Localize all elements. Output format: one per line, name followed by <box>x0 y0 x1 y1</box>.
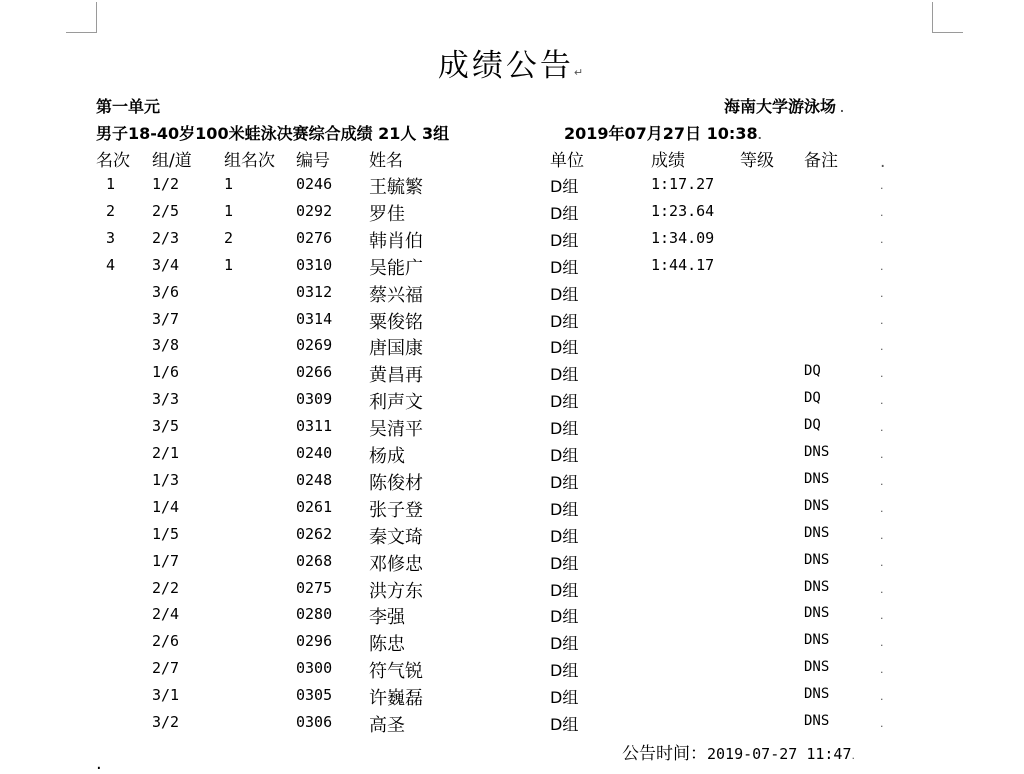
unit-cell: D组 <box>550 499 579 519</box>
note-cell: DNS <box>804 659 830 676</box>
id-cell: 0312 <box>296 282 333 301</box>
name-cell: 利声文 <box>369 392 423 414</box>
unit-cell: D组 <box>550 338 579 358</box>
unit-cell: D组 <box>550 284 579 304</box>
paragraph-mark: . <box>880 394 884 408</box>
id-cell: 0261 <box>296 497 333 516</box>
id-cell: 0275 <box>296 578 333 597</box>
lane-cell: 3/5 <box>152 417 180 436</box>
note-cell: DNS <box>804 470 830 487</box>
note-cell: DNS <box>804 632 830 649</box>
table-row <box>0 283 1024 310</box>
event-time: 10:38 <box>706 124 758 143</box>
note-cell: DNS <box>804 578 830 595</box>
note-cell: DNS <box>804 605 830 622</box>
id-cell: 0296 <box>296 632 333 651</box>
group-rank-cell: 1 <box>224 255 234 274</box>
unit-cell: D组 <box>550 177 579 196</box>
note-cell: DQ <box>804 390 821 407</box>
lane-cell: 1/4 <box>152 497 180 516</box>
lane-cell: 3/4 <box>152 255 180 274</box>
group-count: 3组 <box>422 124 450 143</box>
id-cell: 0248 <box>296 470 333 489</box>
name-cell: 黄昌再 <box>369 365 423 387</box>
unit-cell: D组 <box>550 580 579 600</box>
note-cell: DNS <box>804 551 830 568</box>
table-row <box>0 363 1024 390</box>
table-row <box>0 713 1024 740</box>
col-level: 等级 <box>740 151 774 171</box>
lane-cell: 3/2 <box>152 713 180 731</box>
note-cell: DNS <box>804 713 830 729</box>
result-cell: 1:34.09 <box>651 228 715 247</box>
table-row <box>0 229 1024 256</box>
col-result: 成绩 <box>651 151 685 171</box>
name-cell: 许巍磊 <box>369 688 423 710</box>
lane-cell: 2/6 <box>152 632 180 651</box>
table-row <box>0 632 1024 659</box>
table-row <box>0 310 1024 337</box>
paragraph-mark: . <box>880 663 884 677</box>
unit-cell: D组 <box>550 311 579 331</box>
lane-cell: 1/7 <box>152 551 180 570</box>
name-cell: 吴清平 <box>369 419 423 441</box>
lane-cell: 2/3 <box>152 228 180 247</box>
name-cell: 符气锐 <box>369 661 423 683</box>
name-cell: 韩肖伯 <box>369 230 423 252</box>
unit-cell: D组 <box>550 688 579 708</box>
announcement-time-value: 2019-07-27 11:47 <box>707 745 852 763</box>
paragraph-mark: . <box>880 340 884 354</box>
unit-cell: D组 <box>550 446 579 465</box>
paragraph-mark: . <box>880 448 884 461</box>
id-cell: 0269 <box>296 336 333 355</box>
unit-cell: D组 <box>550 607 579 627</box>
table-row <box>0 659 1024 686</box>
unit-cell: D组 <box>550 472 579 492</box>
id-cell: 0292 <box>296 201 333 220</box>
name-cell: 罗佳 <box>369 203 405 225</box>
id-cell: 0314 <box>296 309 333 328</box>
id-cell: 0268 <box>296 551 333 570</box>
result-cell: 1:23.64 <box>651 201 715 220</box>
paragraph-mark: . <box>880 555 884 569</box>
document-page[interactable]: 成绩公告↵ 第一单元 海南大学游泳场 . 男子18-40岁100米蛙泳决赛综合成绩 21人 3组 2019年07月27日 10:38. 名次 组/道 组名次 编号 姓名 单位 成绩 等级 备注 . 1 1/2 1 0246 王毓繁 D组 1:17.27 . 2 2/5 1 0292 罗佳 D组 1:23.64 . 3 2/3 2 0276 韩肖伯 D组 1:34.09 . 4 3/4 1 0310 吴能广 D组 1:44.17 . 3/6 0312 蔡兴福 D组 . 3/7 0314 粟俊铭 D组 . 3/8 0269 唐国康 D组 . 1/6 0266 黄昌再 D组 DQ . 3/3 0309 利声文 D组 DQ . 3/5 0311 吴清平 D组 DQ . 2/1 0240 杨成 D组 DNS . 1/3 0248 陈俊材 D组 DNS . 1/4 0261 张子登 D组 DNS . 1/5 0262 秦文琦 D组 DNS . 1/7 0268 邓修忠 D组 DNS . 2/2 0275 洪方东 D组 DNS . 2/4 0280 李强 D组 DNS . 2/6 0296 陈忠 D组 DNS . 2/7 0300 符气锐 D组 DNS . 3/1 0305 许巍磊 D组 DNS . 3/2 0306 高圣 D组 DNS . 公告时间：2019-07-27 11:47. . <box>0 0 1024 767</box>
paragraph-mark: . <box>880 690 884 704</box>
table-row <box>0 417 1024 444</box>
lane-cell: 1/2 <box>152 175 180 193</box>
lane-cell: 2/5 <box>152 201 180 220</box>
lane-cell: 3/8 <box>152 336 180 355</box>
rank-cell: 3 <box>106 228 116 247</box>
lane-cell: 3/6 <box>152 282 180 301</box>
paragraph-mark: . <box>880 609 884 623</box>
note-cell: DNS <box>804 497 830 514</box>
id-cell: 0280 <box>296 605 333 624</box>
id-cell: 0300 <box>296 659 333 678</box>
lane-cell: 1/5 <box>152 524 180 543</box>
unit-label: 第一单元 <box>96 97 161 116</box>
unit-cell: D组 <box>550 526 579 546</box>
event-name: 男子18-40岁100米蛙泳决赛综合成绩 <box>96 124 373 143</box>
event-date: 2019年07月27日 <box>564 124 702 143</box>
table-row <box>0 579 1024 606</box>
group-rank-cell: 1 <box>224 201 234 220</box>
id-cell: 0246 <box>296 175 333 193</box>
event-datetime: 2019年07月27日 10:38. <box>564 124 762 143</box>
col-lane: 组/道 <box>152 151 192 171</box>
event-line <box>96 121 449 144</box>
lane-cell: 3/3 <box>152 390 180 409</box>
table-row <box>0 498 1024 525</box>
paragraph-mark: . <box>880 286 884 300</box>
col-rank: 名次 <box>96 151 130 171</box>
table-row <box>0 552 1024 579</box>
rank-cell: 4 <box>106 255 116 274</box>
name-cell: 吴能广 <box>369 257 423 279</box>
table-row <box>0 686 1024 713</box>
unit-cell: D组 <box>550 365 579 385</box>
document-title: 成绩公告↵ <box>437 48 587 84</box>
lane-cell: 2/4 <box>152 605 180 624</box>
name-cell: 洪方东 <box>369 580 423 602</box>
paragraph-mark: . <box>880 582 884 596</box>
group-rank-cell: 2 <box>224 228 234 247</box>
name-cell: 陈俊材 <box>369 472 423 494</box>
lane-cell: 2/7 <box>152 659 180 678</box>
table-row <box>0 336 1024 363</box>
name-cell: 邓修忠 <box>369 553 423 575</box>
name-cell: 唐国康 <box>369 338 423 360</box>
lane-cell: 2/2 <box>152 578 180 597</box>
paragraph-mark: . <box>880 179 884 192</box>
unit-cell: D组 <box>550 553 579 573</box>
name-cell: 李强 <box>369 607 405 629</box>
lane-cell: 3/7 <box>152 309 180 328</box>
id-cell: 0240 <box>296 444 333 462</box>
page-corner-mark-top-right <box>932 2 963 33</box>
rank-cell: 2 <box>106 201 116 220</box>
id-cell: 0309 <box>296 390 333 409</box>
name-cell: 陈忠 <box>369 634 405 656</box>
paragraph-mark: . <box>880 636 884 650</box>
table-row <box>0 390 1024 417</box>
paragraph-mark: . <box>880 421 884 435</box>
id-cell: 0305 <box>296 686 333 705</box>
lane-cell: 1/3 <box>152 470 180 489</box>
table-row <box>0 444 1024 471</box>
name-cell: 蔡兴福 <box>369 284 423 306</box>
note-cell: DNS <box>804 686 830 703</box>
paragraph-mark: . <box>880 232 884 246</box>
table-row <box>0 605 1024 632</box>
unit-cell: D组 <box>550 634 579 654</box>
name-cell: 杨成 <box>369 446 405 467</box>
id-cell: 0306 <box>296 713 333 731</box>
name-cell: 张子登 <box>369 499 423 521</box>
paragraph-mark: . <box>880 313 884 327</box>
table-row <box>0 471 1024 498</box>
group-rank-cell: 1 <box>224 175 234 193</box>
end-mark: . <box>96 753 102 774</box>
table-row <box>0 256 1024 283</box>
venue-label: 海南大学游泳场 . <box>724 97 845 116</box>
note-cell: DNS <box>804 524 830 541</box>
paragraph-mark: . <box>880 501 884 515</box>
name-cell: 王毓繁 <box>369 177 423 198</box>
lane-cell: 3/1 <box>152 686 180 705</box>
announcement-time-label: 公告时间： <box>622 744 707 764</box>
name-cell: 秦文琦 <box>369 526 423 548</box>
paragraph-mark: . <box>880 717 884 730</box>
unit-cell: D组 <box>550 257 579 277</box>
paragraph-mark: . <box>880 367 884 381</box>
id-cell: 0276 <box>296 228 333 247</box>
participant-count: 21人 <box>378 124 417 143</box>
note-cell: DQ <box>804 417 821 434</box>
note-cell: DNS <box>804 444 830 460</box>
table-row <box>0 202 1024 229</box>
lane-cell: 1/6 <box>152 363 180 382</box>
unit-cell: D组 <box>550 661 579 681</box>
col-id: 编号 <box>296 151 330 171</box>
table-row <box>0 175 1024 202</box>
id-cell: 0310 <box>296 255 333 274</box>
paragraph-mark: . <box>880 474 884 488</box>
id-cell: 0311 <box>296 417 333 436</box>
unit-cell: D组 <box>550 419 579 439</box>
unit-cell: D组 <box>550 392 579 412</box>
unit-cell: D组 <box>550 203 579 223</box>
id-cell: 0266 <box>296 363 333 382</box>
paragraph-mark: . <box>880 259 884 273</box>
paragraph-mark: . <box>880 528 884 542</box>
table-row <box>0 525 1024 552</box>
announcement-time: 公告时间：2019-07-27 11:47. <box>622 744 855 764</box>
page-corner-mark-top-left <box>66 2 97 33</box>
id-cell: 0262 <box>296 524 333 543</box>
col-unit: 单位 <box>550 151 584 171</box>
col-note: 备注 <box>804 151 838 171</box>
paragraph-mark: . <box>880 205 884 219</box>
col-name: 姓名 <box>369 151 403 171</box>
result-cell: 1:44.17 <box>651 255 715 274</box>
unit-cell: D组 <box>550 715 579 734</box>
result-cell: 1:17.27 <box>651 175 715 193</box>
rank-cell: 1 <box>106 175 116 193</box>
unit-cell: D组 <box>550 230 579 250</box>
note-cell: DQ <box>804 363 821 380</box>
col-group-rank: 组名次 <box>224 151 275 171</box>
lane-cell: 2/1 <box>152 444 180 462</box>
name-cell: 高圣 <box>369 715 405 736</box>
name-cell: 粟俊铭 <box>369 311 423 333</box>
